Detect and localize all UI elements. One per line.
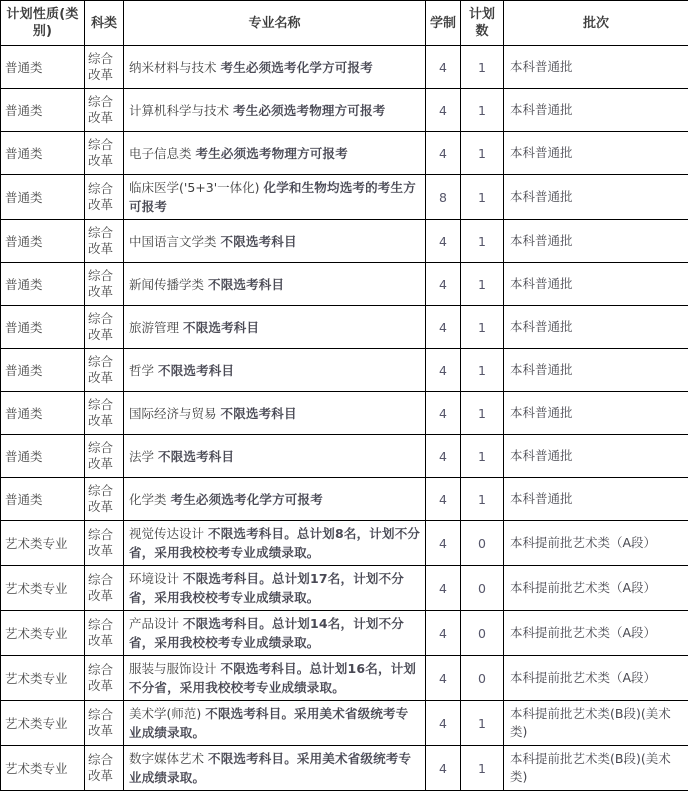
cell-major-name [124, 611, 426, 656]
subject-line-1: 综合 [88, 662, 120, 678]
subject-line-2: 改革 [88, 153, 120, 169]
major-requirement: 考生必须选考物理方可报考 [196, 146, 348, 161]
cell-plan-nature: 艺术类专业 [1, 521, 85, 566]
cell-batch: 本科普通批 [504, 435, 688, 478]
cell-subject-category [85, 746, 124, 791]
cell-plan-nature: 普通类 [1, 349, 85, 392]
major-requirement: 不限选考科目 [158, 449, 234, 464]
major-title: 服装与服饰设计 [129, 661, 217, 676]
cell-subject-category [85, 611, 124, 656]
cell-study-years: 4 [426, 746, 461, 791]
cell-major-name [124, 701, 426, 746]
cell-subject-category [85, 263, 124, 306]
table-row [1, 349, 688, 392]
cell-major-name [124, 132, 426, 175]
major-requirement: 不限选考科目。总计划14名，计划不分省，采用我校校考专业成绩录取。 [129, 616, 404, 650]
cell-batch: 本科普通批 [504, 175, 688, 220]
header-row [1, 1, 688, 46]
column-header-major-name: 专业名称 [124, 1, 426, 46]
cell-subject-category [85, 478, 124, 521]
major-title: 化学类 [129, 492, 167, 507]
subject-line-1: 综合 [88, 354, 120, 370]
major-title: 电子信息类 [129, 146, 192, 161]
major-requirement: 考生必须选考化学方可报考 [171, 492, 323, 507]
subject-line-1: 综合 [88, 51, 120, 67]
cell-study-years: 4 [426, 435, 461, 478]
cell-plan-quota: 1 [461, 349, 504, 392]
column-header-study-years: 学制 [426, 1, 461, 46]
table-header [1, 1, 688, 46]
subject-line-2: 改革 [88, 723, 120, 739]
cell-batch: 本科提前批艺术类（A段） [504, 566, 688, 611]
major-requirement: 不限选考科目。总计划16名，计划不分省，采用我校校考专业成绩录取。 [129, 661, 416, 695]
table-row [1, 746, 688, 791]
table-row [1, 132, 688, 175]
cell-batch: 本科普通批 [504, 46, 688, 89]
major-requirement: 考生必须选考物理方可报考 [233, 103, 385, 118]
cell-plan-quota: 1 [461, 392, 504, 435]
subject-line-2: 改革 [88, 197, 120, 213]
cell-major-name [124, 220, 426, 263]
subject-line-1: 综合 [88, 440, 120, 456]
subject-line-2: 改革 [88, 110, 120, 126]
column-header-batch: 批次 [504, 1, 688, 46]
major-title: 产品设计 [129, 616, 179, 631]
subject-line-1: 综合 [88, 225, 120, 241]
major-title: 法学 [129, 449, 154, 464]
subject-line-2: 改革 [88, 67, 120, 83]
subject-line-1: 综合 [88, 397, 120, 413]
cell-plan-quota: 1 [461, 132, 504, 175]
cell-batch: 本科普通批 [504, 478, 688, 521]
cell-plan-quota: 0 [461, 656, 504, 701]
cell-batch: 本科普通批 [504, 306, 688, 349]
cell-subject-category [85, 46, 124, 89]
cell-plan-quota: 1 [461, 306, 504, 349]
cell-plan-nature: 艺术类专业 [1, 611, 85, 656]
subject-line-1: 综合 [88, 181, 120, 197]
cell-plan-nature: 普通类 [1, 263, 85, 306]
subject-line-2: 改革 [88, 768, 120, 784]
major-requirement: 化学和生物均选考的考生方可报考 [129, 180, 416, 214]
cell-batch: 本科提前批艺术类(B段)(美术类) [504, 746, 688, 791]
cell-study-years: 4 [426, 521, 461, 566]
major-title: 旅游管理 [129, 320, 179, 335]
cell-study-years: 4 [426, 392, 461, 435]
cell-plan-quota: 1 [461, 263, 504, 306]
cell-major-name [124, 478, 426, 521]
cell-batch: 本科提前批艺术类（A段） [504, 521, 688, 566]
subject-line-2: 改革 [88, 241, 120, 257]
cell-subject-category [85, 435, 124, 478]
table-row [1, 566, 688, 611]
cell-batch: 本科普通批 [504, 220, 688, 263]
cell-major-name [124, 435, 426, 478]
table-row [1, 521, 688, 566]
major-title: 国际经济与贸易 [129, 406, 217, 421]
major-title: 纳米材料与技术 [129, 60, 217, 75]
cell-plan-quota: 0 [461, 611, 504, 656]
cell-plan-nature: 艺术类专业 [1, 746, 85, 791]
cell-plan-quota: 1 [461, 478, 504, 521]
cell-plan-nature: 艺术类专业 [1, 566, 85, 611]
table-row [1, 611, 688, 656]
cell-subject-category [85, 132, 124, 175]
major-title: 哲学 [129, 363, 154, 378]
cell-major-name [124, 656, 426, 701]
cell-subject-category [85, 656, 124, 701]
subject-line-2: 改革 [88, 456, 120, 472]
subject-line-1: 综合 [88, 752, 120, 768]
cell-study-years: 8 [426, 175, 461, 220]
cell-batch: 本科提前批艺术类（A段） [504, 656, 688, 701]
subject-line-1: 综合 [88, 268, 120, 284]
table-row [1, 701, 688, 746]
cell-plan-quota: 1 [461, 46, 504, 89]
cell-major-name [124, 306, 426, 349]
cell-major-name [124, 175, 426, 220]
cell-study-years: 4 [426, 89, 461, 132]
major-requirement: 不限选考科目。总计划17名，计划不分省，采用我校校考专业成绩录取。 [129, 571, 404, 605]
major-title: 数字媒体艺术 [129, 751, 204, 766]
cell-batch: 本科普通批 [504, 349, 688, 392]
cell-major-name [124, 392, 426, 435]
table-row [1, 220, 688, 263]
cell-plan-quota: 1 [461, 220, 504, 263]
subject-line-1: 综合 [88, 527, 120, 543]
subject-line-2: 改革 [88, 284, 120, 300]
cell-plan-nature: 普通类 [1, 435, 85, 478]
cell-batch: 本科普通批 [504, 89, 688, 132]
column-header-plan-nature: 计划性质(类别) [1, 1, 85, 46]
table-row [1, 478, 688, 521]
cell-major-name [124, 349, 426, 392]
cell-major-name [124, 89, 426, 132]
cell-plan-quota: 0 [461, 521, 504, 566]
subject-line-2: 改革 [88, 543, 120, 559]
column-header-subject-category: 科类 [85, 1, 124, 46]
subject-line-1: 综合 [88, 94, 120, 110]
major-title: 新闻传播学类 [129, 277, 204, 292]
table-row [1, 306, 688, 349]
cell-plan-nature: 普通类 [1, 89, 85, 132]
table-row [1, 175, 688, 220]
cell-plan-nature: 普通类 [1, 132, 85, 175]
cell-study-years: 4 [426, 701, 461, 746]
cell-plan-quota: 0 [461, 566, 504, 611]
cell-subject-category [85, 220, 124, 263]
subject-line-2: 改革 [88, 413, 120, 429]
major-requirement: 不限选考科目。总计划8名，计划不分省，采用我校校考专业成绩录取。 [129, 526, 420, 560]
major-title: 美术学(师范) [129, 706, 201, 721]
cell-study-years: 4 [426, 263, 461, 306]
subject-line-1: 综合 [88, 137, 120, 153]
major-title: 环境设计 [129, 571, 179, 586]
subject-line-2: 改革 [88, 588, 120, 604]
cell-plan-nature: 艺术类专业 [1, 656, 85, 701]
cell-study-years: 4 [426, 566, 461, 611]
cell-plan-nature: 普通类 [1, 478, 85, 521]
cell-plan-nature: 普通类 [1, 306, 85, 349]
subject-line-1: 综合 [88, 483, 120, 499]
table-row [1, 263, 688, 306]
cell-major-name [124, 746, 426, 791]
major-requirement: 不限选考科目 [221, 234, 297, 249]
major-requirement: 不限选考科目 [221, 406, 297, 421]
cell-plan-nature: 普通类 [1, 220, 85, 263]
cell-major-name [124, 263, 426, 306]
cell-subject-category [85, 175, 124, 220]
subject-line-2: 改革 [88, 499, 120, 515]
cell-batch: 本科提前批艺术类（A段） [504, 611, 688, 656]
cell-study-years: 4 [426, 306, 461, 349]
cell-subject-category [85, 566, 124, 611]
table-row [1, 435, 688, 478]
subject-line-2: 改革 [88, 678, 120, 694]
table-row [1, 89, 688, 132]
major-requirement: 不限选考科目 [158, 363, 234, 378]
table-row [1, 656, 688, 701]
cell-major-name [124, 46, 426, 89]
cell-study-years: 4 [426, 349, 461, 392]
cell-study-years: 4 [426, 656, 461, 701]
major-title: 中国语言文学类 [129, 234, 217, 249]
major-title: 临床医学('5+3'一体化) [129, 180, 260, 195]
table-body [1, 46, 688, 791]
cell-study-years: 4 [426, 132, 461, 175]
cell-batch: 本科普通批 [504, 392, 688, 435]
cell-plan-nature: 普通类 [1, 175, 85, 220]
subject-line-1: 综合 [88, 707, 120, 723]
cell-batch: 本科普通批 [504, 263, 688, 306]
table-row [1, 392, 688, 435]
cell-plan-quota: 1 [461, 746, 504, 791]
cell-plan-quota: 1 [461, 435, 504, 478]
cell-subject-category [85, 521, 124, 566]
major-title: 视觉传达设计 [129, 526, 204, 541]
major-requirement: 不限选考科目 [183, 320, 259, 335]
cell-plan-nature: 艺术类专业 [1, 701, 85, 746]
major-title: 计算机科学与技术 [129, 103, 229, 118]
cell-subject-category [85, 89, 124, 132]
table-row [1, 46, 688, 89]
subject-line-1: 综合 [88, 572, 120, 588]
major-requirement: 不限选考科目。采用美术省级统考专业成绩录取。 [129, 751, 411, 785]
cell-major-name [124, 521, 426, 566]
cell-plan-nature: 普通类 [1, 392, 85, 435]
cell-plan-quota: 1 [461, 701, 504, 746]
major-requirement: 考生必须选考化学方可报考 [221, 60, 373, 75]
column-header-plan-quota: 计划数 [461, 1, 504, 46]
subject-line-1: 综合 [88, 617, 120, 633]
subject-line-2: 改革 [88, 370, 120, 386]
cell-subject-category [85, 701, 124, 746]
cell-study-years: 4 [426, 478, 461, 521]
cell-plan-quota: 1 [461, 175, 504, 220]
cell-batch: 本科普通批 [504, 132, 688, 175]
cell-subject-category [85, 392, 124, 435]
cell-subject-category [85, 349, 124, 392]
subject-line-2: 改革 [88, 633, 120, 649]
subject-line-2: 改革 [88, 327, 120, 343]
cell-study-years: 4 [426, 220, 461, 263]
cell-study-years: 4 [426, 611, 461, 656]
cell-plan-quota: 1 [461, 89, 504, 132]
major-requirement: 不限选考科目。采用美术省级统考专业成绩录取。 [129, 706, 408, 740]
major-requirement: 不限选考科目 [208, 277, 284, 292]
cell-major-name [124, 566, 426, 611]
subject-line-1: 综合 [88, 311, 120, 327]
cell-subject-category [85, 306, 124, 349]
cell-plan-nature: 普通类 [1, 46, 85, 89]
cell-batch: 本科提前批艺术类(B段)(美术类) [504, 701, 688, 746]
cell-study-years: 4 [426, 46, 461, 89]
